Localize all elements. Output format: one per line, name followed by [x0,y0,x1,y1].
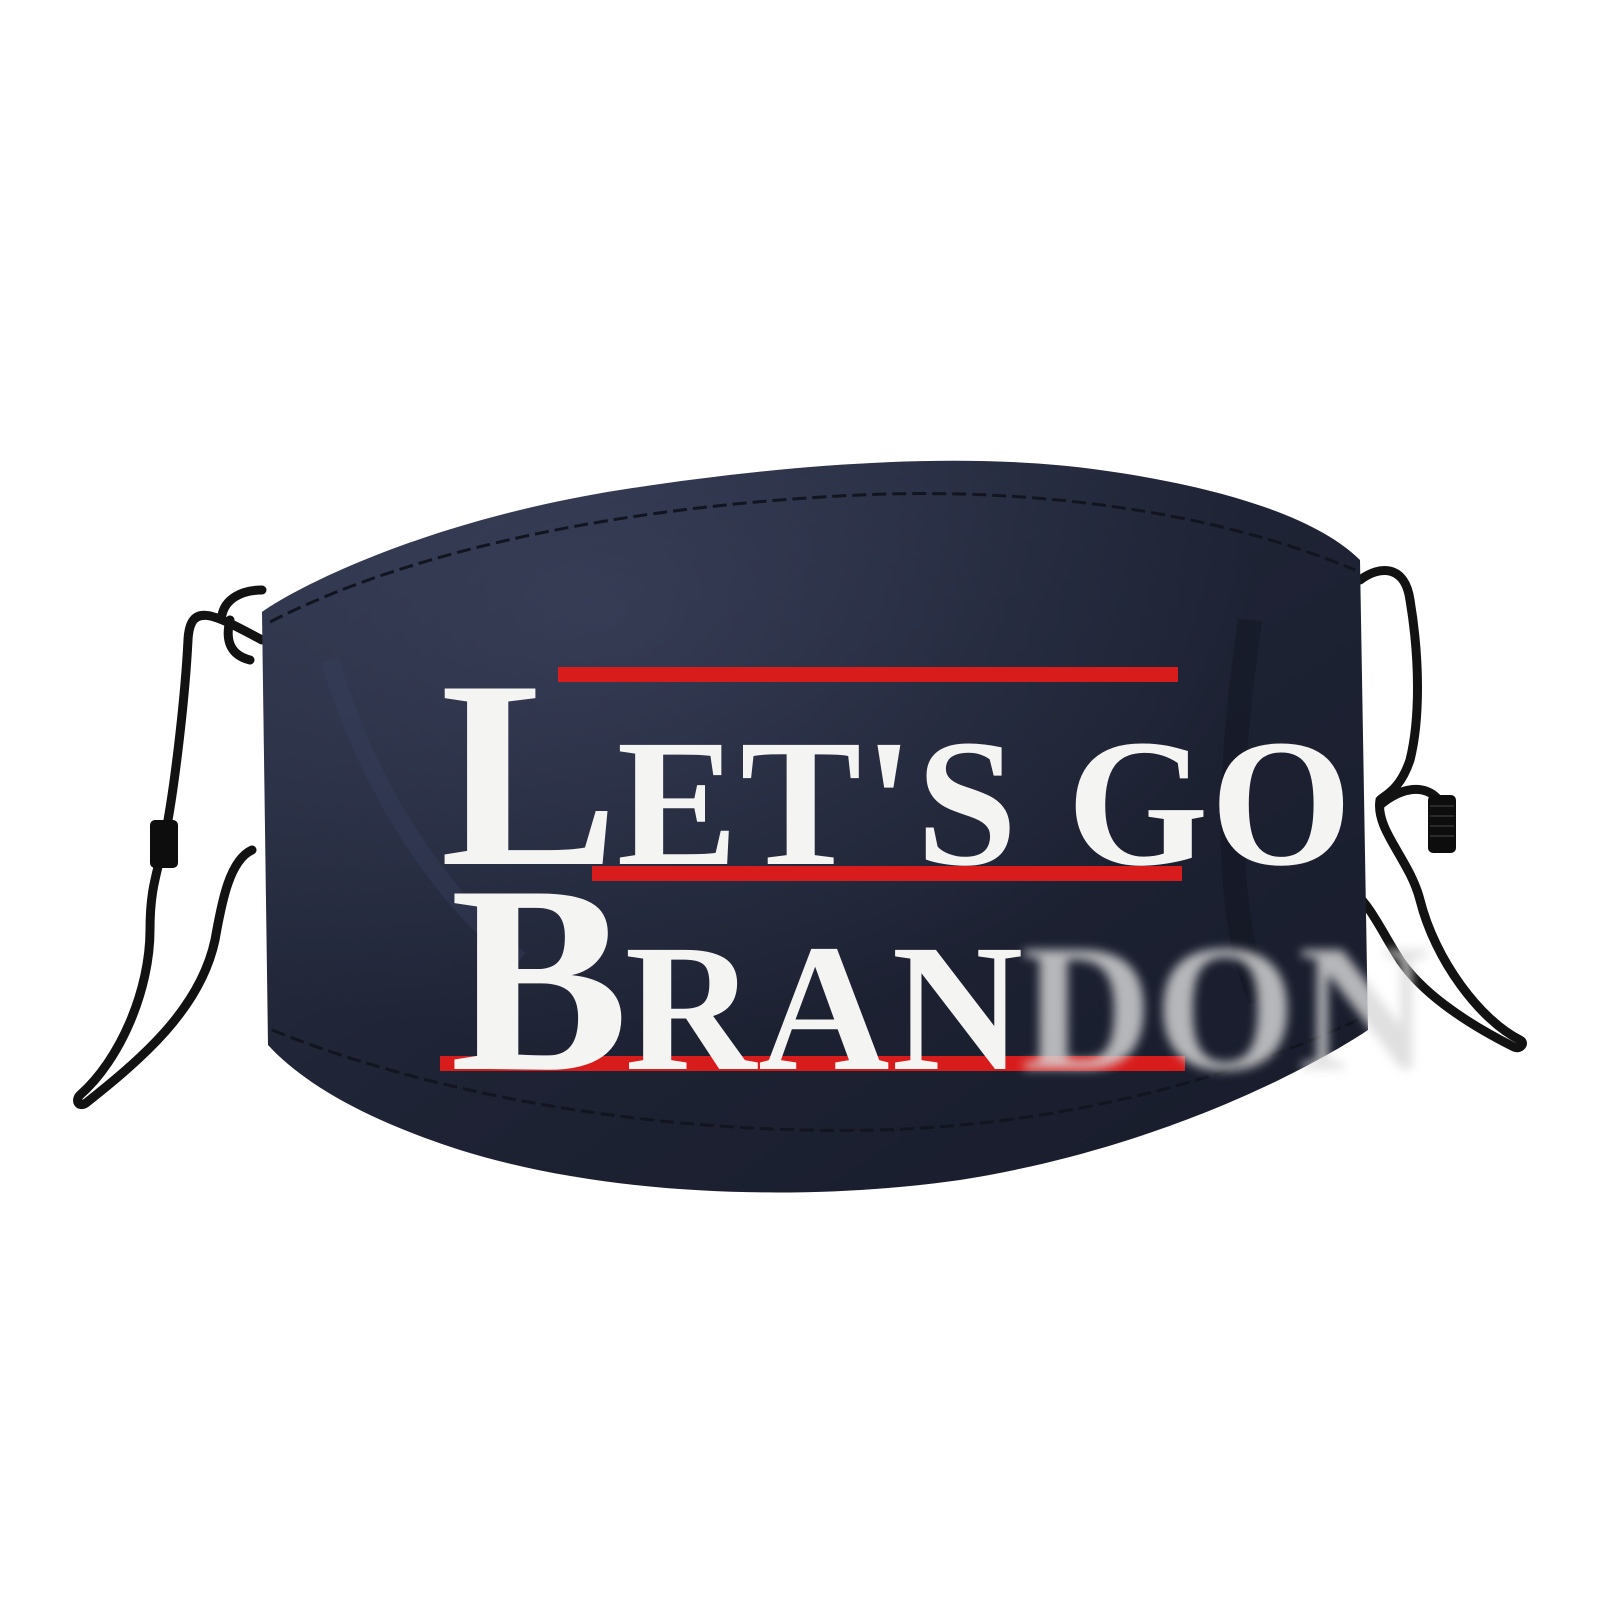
initial-l: L [440,625,619,922]
line2-rest-visible: RAN [624,908,1026,1109]
initial-b: B [450,830,629,1127]
line2-obscured: DON [1021,908,1432,1109]
right-strap-adjuster [1428,795,1456,853]
print-line-2 [450,830,1432,1127]
left-strap-adjuster [150,820,178,868]
line1-rest: ET'S GO [616,703,1354,904]
